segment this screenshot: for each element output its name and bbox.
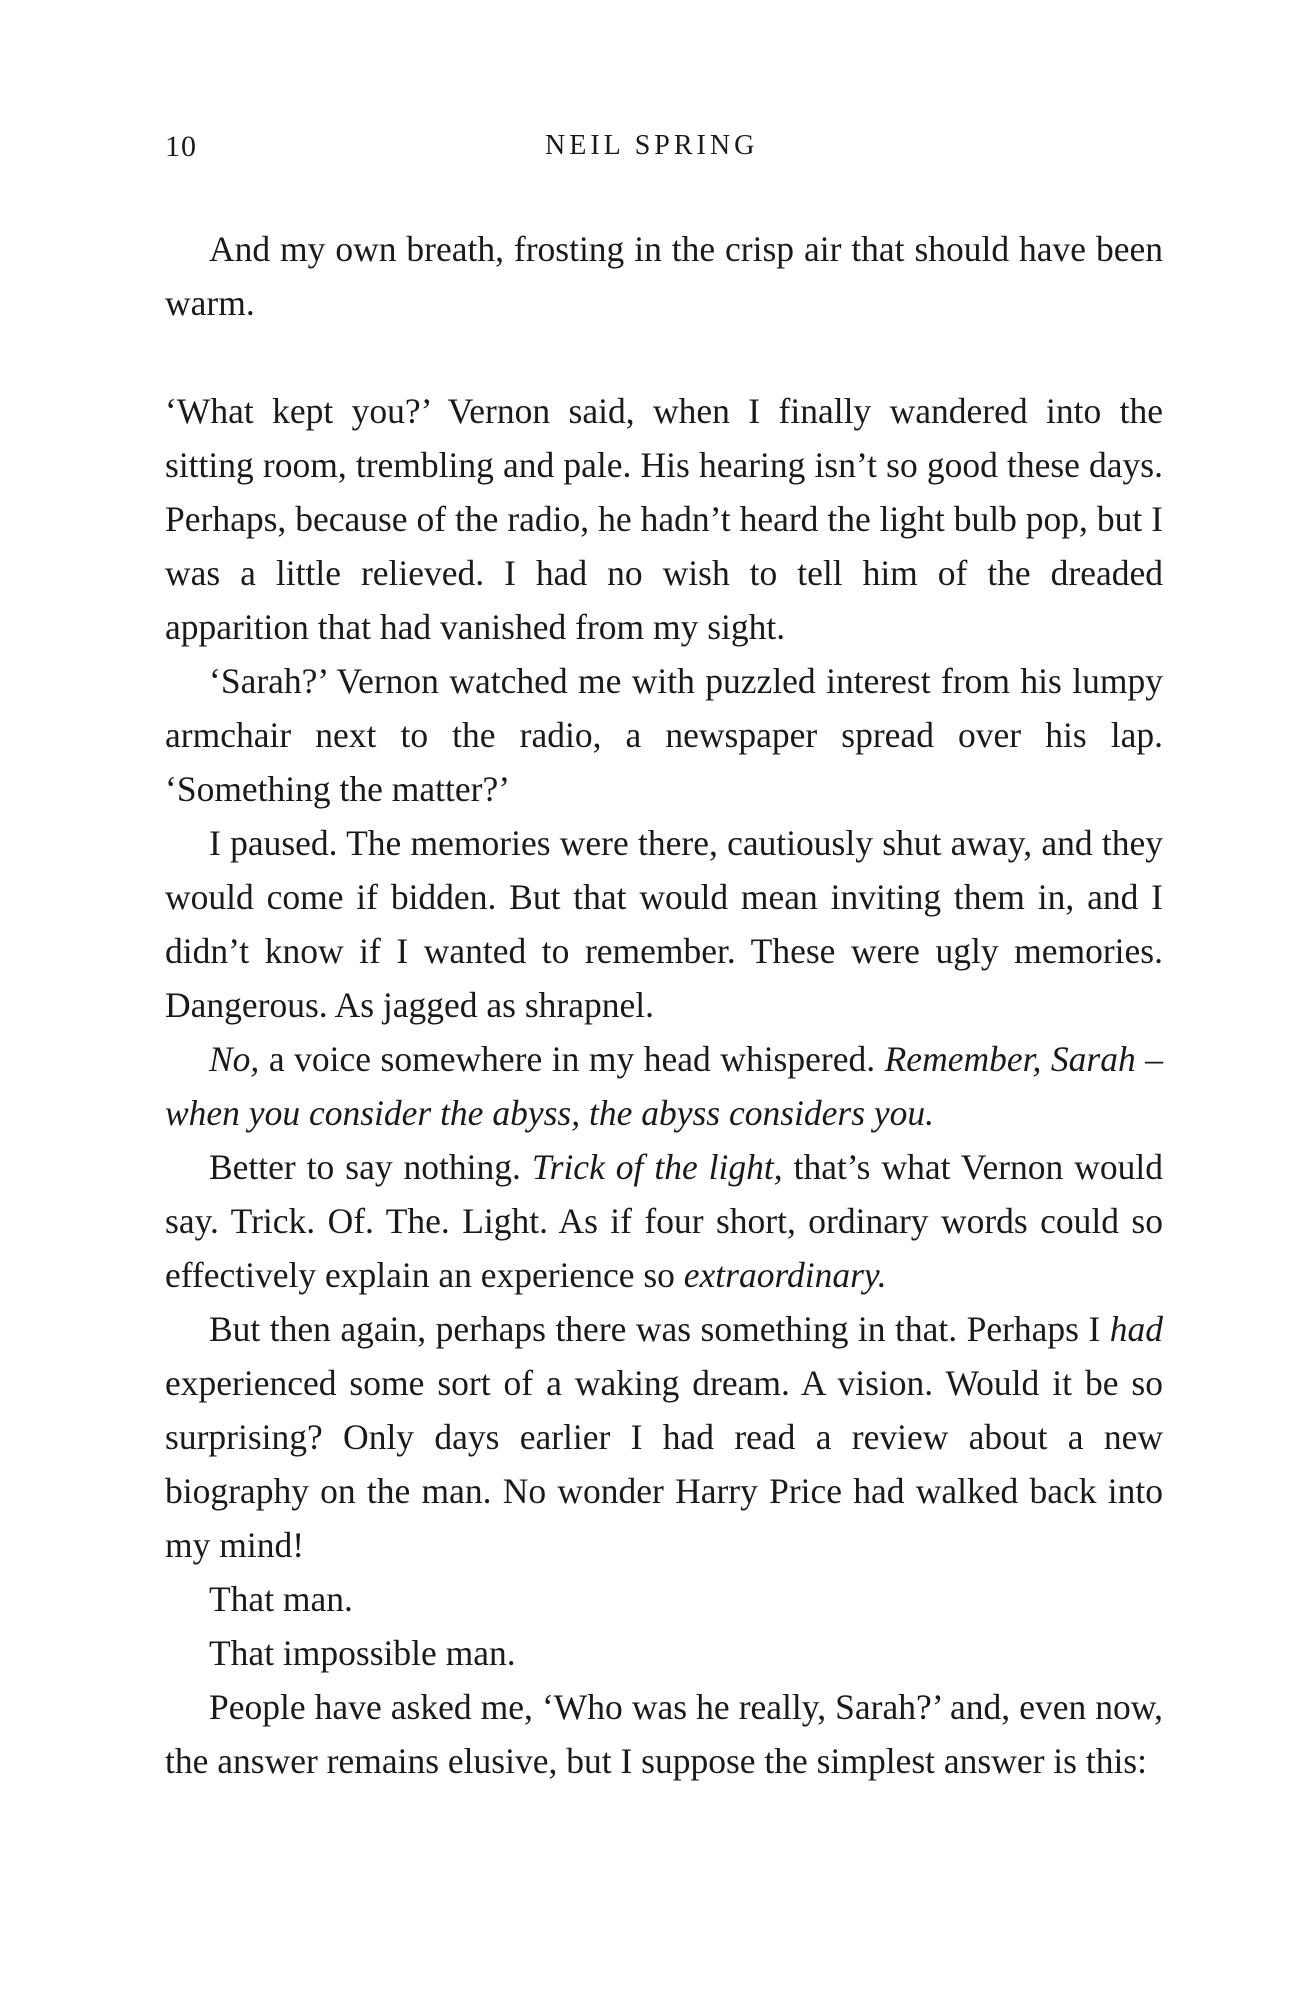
- italic-text: Remember, Sarah – when you consider the abyss, the abyss considers you.: [165, 1039, 1163, 1133]
- paragraph-1: [165, 222, 1163, 330]
- paragraph-9: [165, 1626, 1163, 1680]
- paragraph-text: I paused. The memories were there, cautiously shut away, and they would come if bidden. But that would mean inviting them in, and I didn’t know if I wanted to remember. These were ugly memories. Dangerous. As jagged as shrapnel.: [165, 823, 1163, 1025]
- italic-text: had: [1109, 1309, 1163, 1349]
- italic-text: Trick of the light,: [531, 1147, 783, 1187]
- running-title: NEIL SPRING: [545, 130, 759, 161]
- paragraph-text: People have asked me, ‘Who was he really, Sarah?’ and, even now, the answer remains elusive, but I suppose the simplest answer is this:: [165, 1687, 1163, 1781]
- paragraph-5: [165, 1032, 1163, 1140]
- paragraph-6: [165, 1140, 1163, 1302]
- paragraph-3: [165, 654, 1163, 816]
- paragraph-text: Better to say nothing.: [209, 1147, 532, 1187]
- paragraph-text: ‘What kept you?’ Vernon said, when I finally wandered into the sitting room, trembling and pale. His hearing isn’t so good these days. Perhaps, because of the radio, he hadn’t heard the light bulb pop, but I was a little relieved. I had no wish to tell him of the dreaded apparition that had vanished from my sight.: [165, 391, 1163, 647]
- body-text: [165, 222, 1163, 1788]
- paragraph-text: And my own breath, frosting in the crisp air that should have been warm.: [165, 229, 1163, 323]
- italic-text: No,: [209, 1039, 260, 1079]
- paragraph-text: that’s what Vernon would say. Trick. Of. The. Light. As if four short, ordinary words could so effectively explain an experience so: [165, 1147, 1163, 1295]
- paragraph-text: ‘Sarah?’ Vernon watched me with puzzled interest from his lumpy armchair next to the radio, a newspaper spread over his lap. ‘Something the matter?’: [165, 661, 1163, 809]
- paragraph-text: a voice somewhere in my head whispered.: [259, 1039, 885, 1079]
- running-head: [165, 130, 1165, 170]
- paragraph-text: That impossible man.: [209, 1633, 516, 1673]
- paragraph-7: [165, 1302, 1163, 1572]
- paragraph-text: That man.: [209, 1579, 353, 1619]
- paragraph-8: [165, 1572, 1163, 1626]
- paragraph-2: [165, 384, 1163, 654]
- paragraph-text: But then again, perhaps there was something in that. Perhaps I: [209, 1309, 1110, 1349]
- paragraph-4: [165, 816, 1163, 1032]
- page-number: 10: [165, 130, 197, 163]
- paragraph-text: experienced some sort of a waking dream. A vision. Would it be so surprising? Only days earlier I had read a review about a new biography on the man. No wonder Harry Price had walked back into my mind!: [165, 1363, 1163, 1565]
- italic-text: extraordinary.: [683, 1255, 887, 1295]
- paragraph-10: [165, 1680, 1163, 1788]
